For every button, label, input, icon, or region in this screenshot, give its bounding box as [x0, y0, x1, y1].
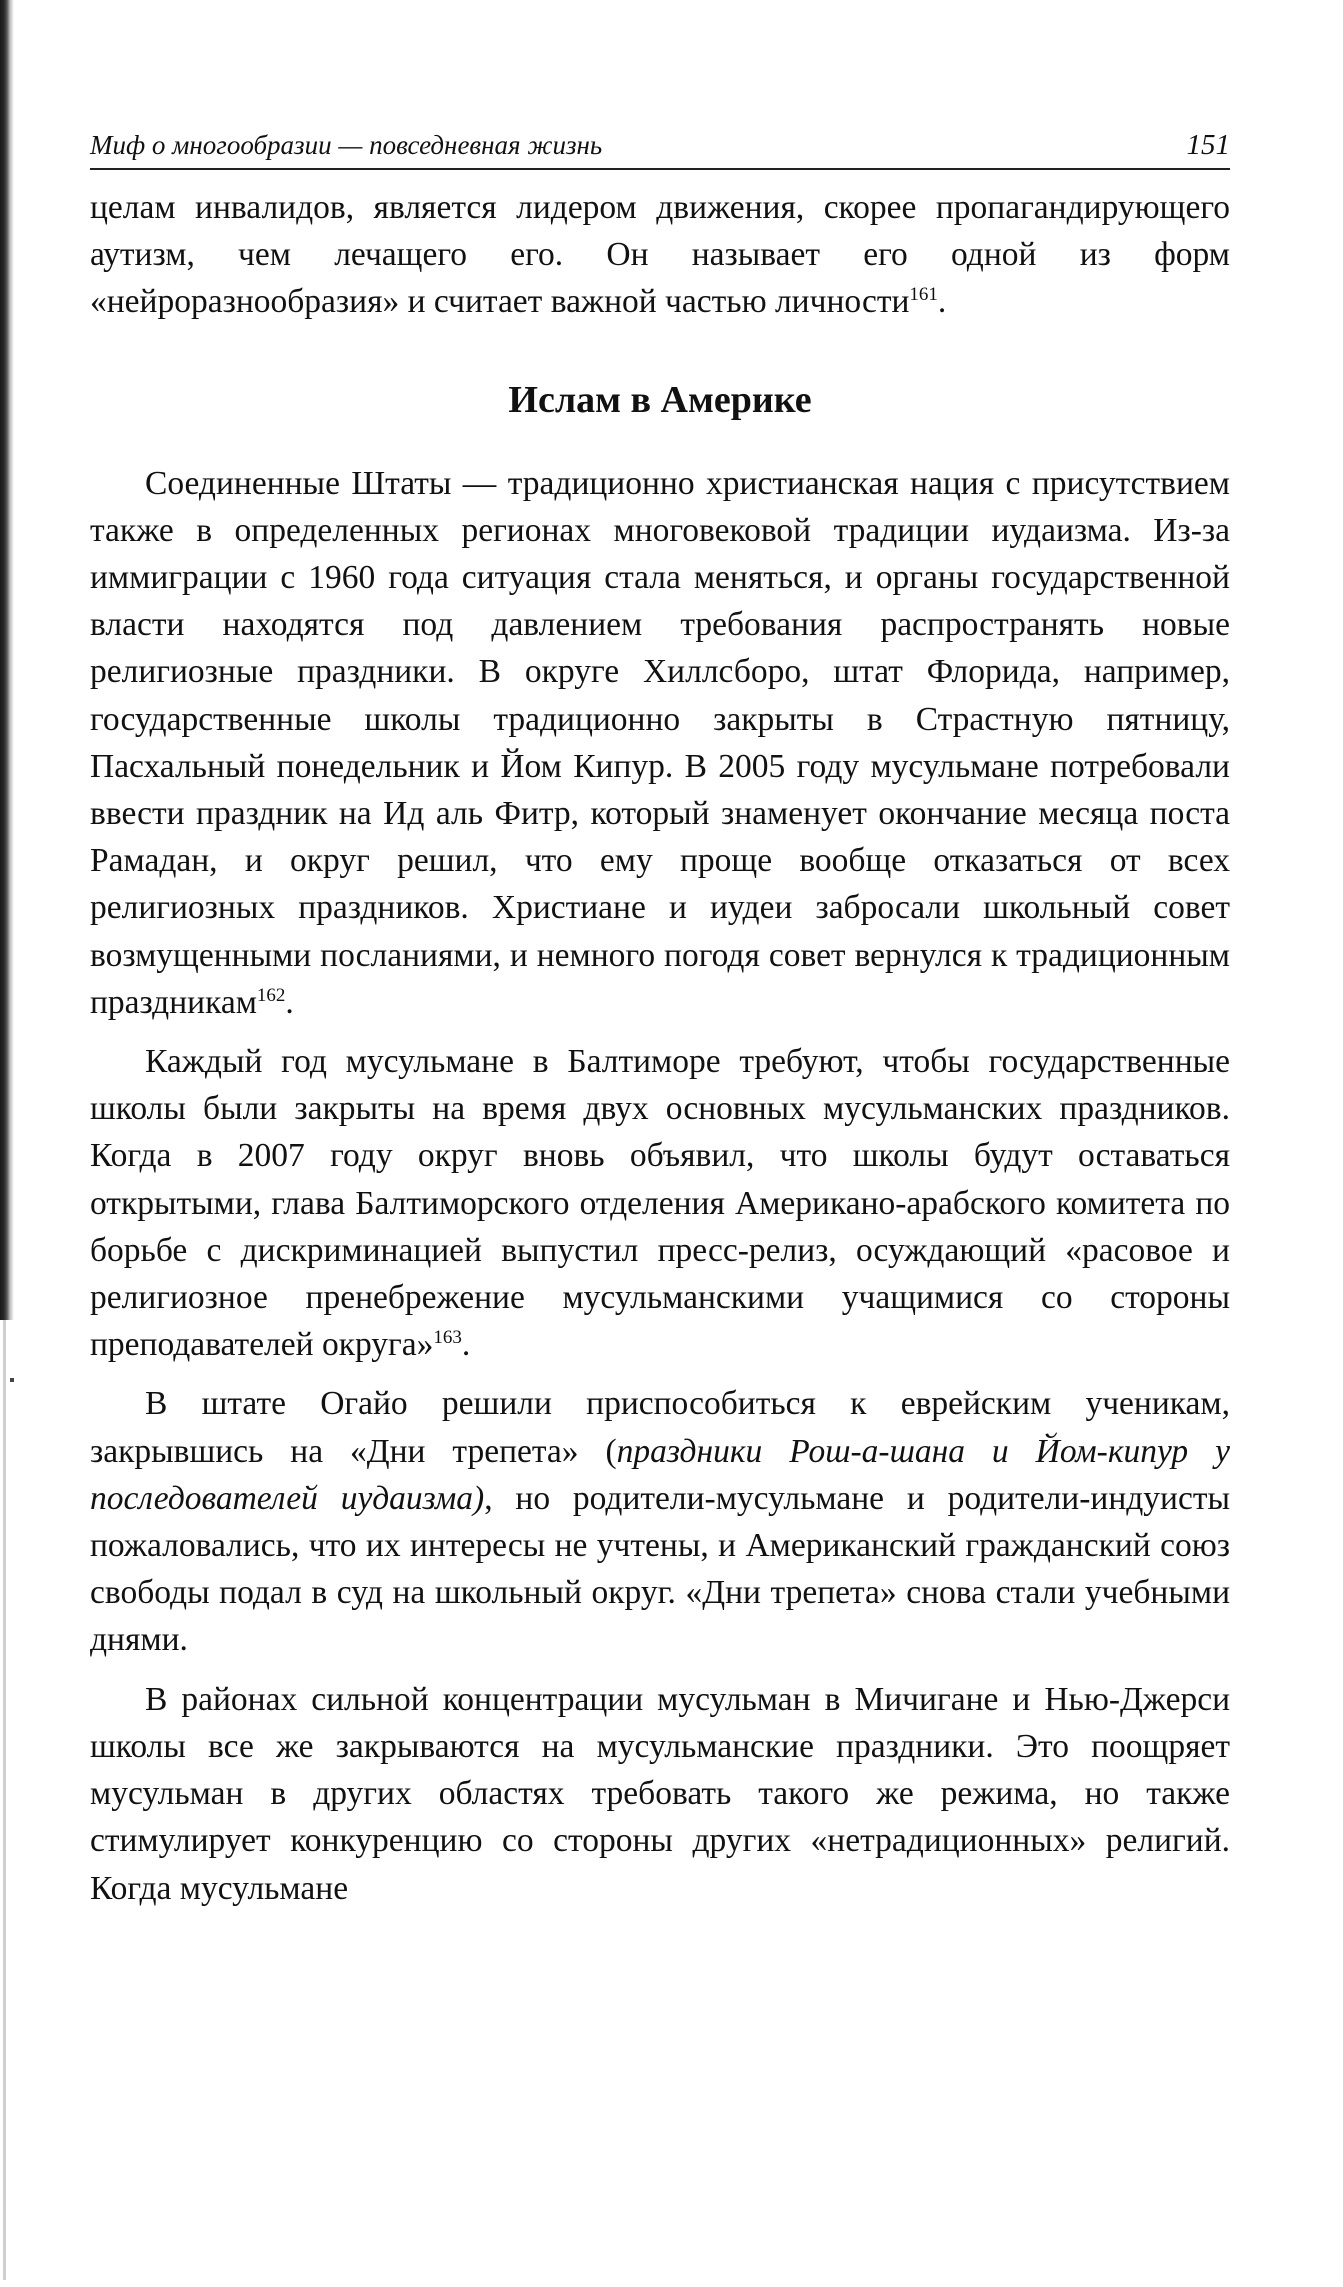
- scan-speck: [10, 1378, 14, 1382]
- paragraph: [90, 1038, 1230, 1368]
- paragraph-tail: .: [285, 983, 294, 1021]
- running-title: Миф о многообразии — повседневная жизнь: [90, 130, 603, 160]
- paragraph-italic: праздники Рош-а-шана и Йом-кипур у последователей иудаизма): [90, 1432, 1230, 1517]
- book-page: [90, 128, 1230, 1912]
- paragraph-tail: .: [937, 283, 947, 321]
- paragraph: [90, 1676, 1230, 1912]
- paragraph-text: , но родители-мусульмане и родители-индуисты пожаловались, что их интересы не учтены, и Американский гражданский союз свободы подал в суд на школьный округ. «Дни трепета» снова стали учебными днями.: [90, 1479, 1230, 1659]
- paragraph-text: В штате Огайо решили приспособиться к еврейским ученикам, закрывшись на «Дни трепета» (: [90, 1385, 1230, 1470]
- paragraph: [90, 1380, 1230, 1663]
- page-number: 151: [1186, 129, 1230, 161]
- paragraph: [90, 460, 1230, 1026]
- scan-binding-edge: [0, 0, 14, 1320]
- running-header: [90, 128, 1230, 170]
- paragraph-text: В районах сильной концентрации мусульман в Мичигане и Нью-Джерси школы все же закрываются на мусульманские праздники. Это поощряет мусульман в других областях требовать такого же режима, но также стимулирует конкуренцию со стороны других «нетрадиционных» религий. Когда мусульмане: [90, 1680, 1230, 1907]
- paragraph-tail: .: [461, 1326, 471, 1364]
- footnote-ref: 161: [909, 284, 938, 306]
- paragraph-text: Каждый год мусульмане в Балтиморе требуют, чтобы государственные школы были закрыты на время двух основных мусульманских праздников. Когда в 2007 году округ вновь объявил, что школы будут оставаться открытыми, глава Балтиморского отделения Американо-арабского комитета по борьбе с дискриминацией выпустил пресс-релиз, осуждающий «расовое и религиозное пренебрежение мусульманскими учащимися со стороны преподавателей округа»: [90, 1043, 1230, 1364]
- section-heading: Ислам в Америке: [508, 378, 812, 421]
- paragraph-text: Соединенные Штаты — традиционно христианская нация с присутствием также в определенных регионах многовековой традиции иудаизма. Из-за иммиграции с 1960 года ситуация стала меняться, и органы государственной власти находятся под давлением требования распространять новые религиозные праздники. В округе Хиллсборо, штат Флорида, например, государственные школы традиционно закрыты в Страстную пятницу, Пасхальный понедельник и Йом Кипур. В 2005 году мусульмане потребовали ввести праздник на Ид аль Фитр, который знаменует окончание месяца поста Рамадан, и округ решил, что ему проще вообще отказаться от всех религиозных праздников. Христиане и иудеи забросали школьный совет возмущенными посланиями, и немного погодя совет вернулся к традиционным праздникам: [90, 464, 1230, 1021]
- scan-binding-shadow: [3, 1320, 6, 2280]
- footnote-ref: 162: [256, 984, 286, 1006]
- footnote-ref: 163: [433, 1327, 462, 1349]
- paragraph-text: целам инвалидов, является лидером движения, скорее пропагандирующего аутизм, чем лечащего его. Он называет его одной из форм «нейроразнообразия» и считает важной частью личности: [90, 189, 1230, 321]
- paragraph-continued: [90, 184, 1230, 326]
- body-text: [90, 184, 1230, 1912]
